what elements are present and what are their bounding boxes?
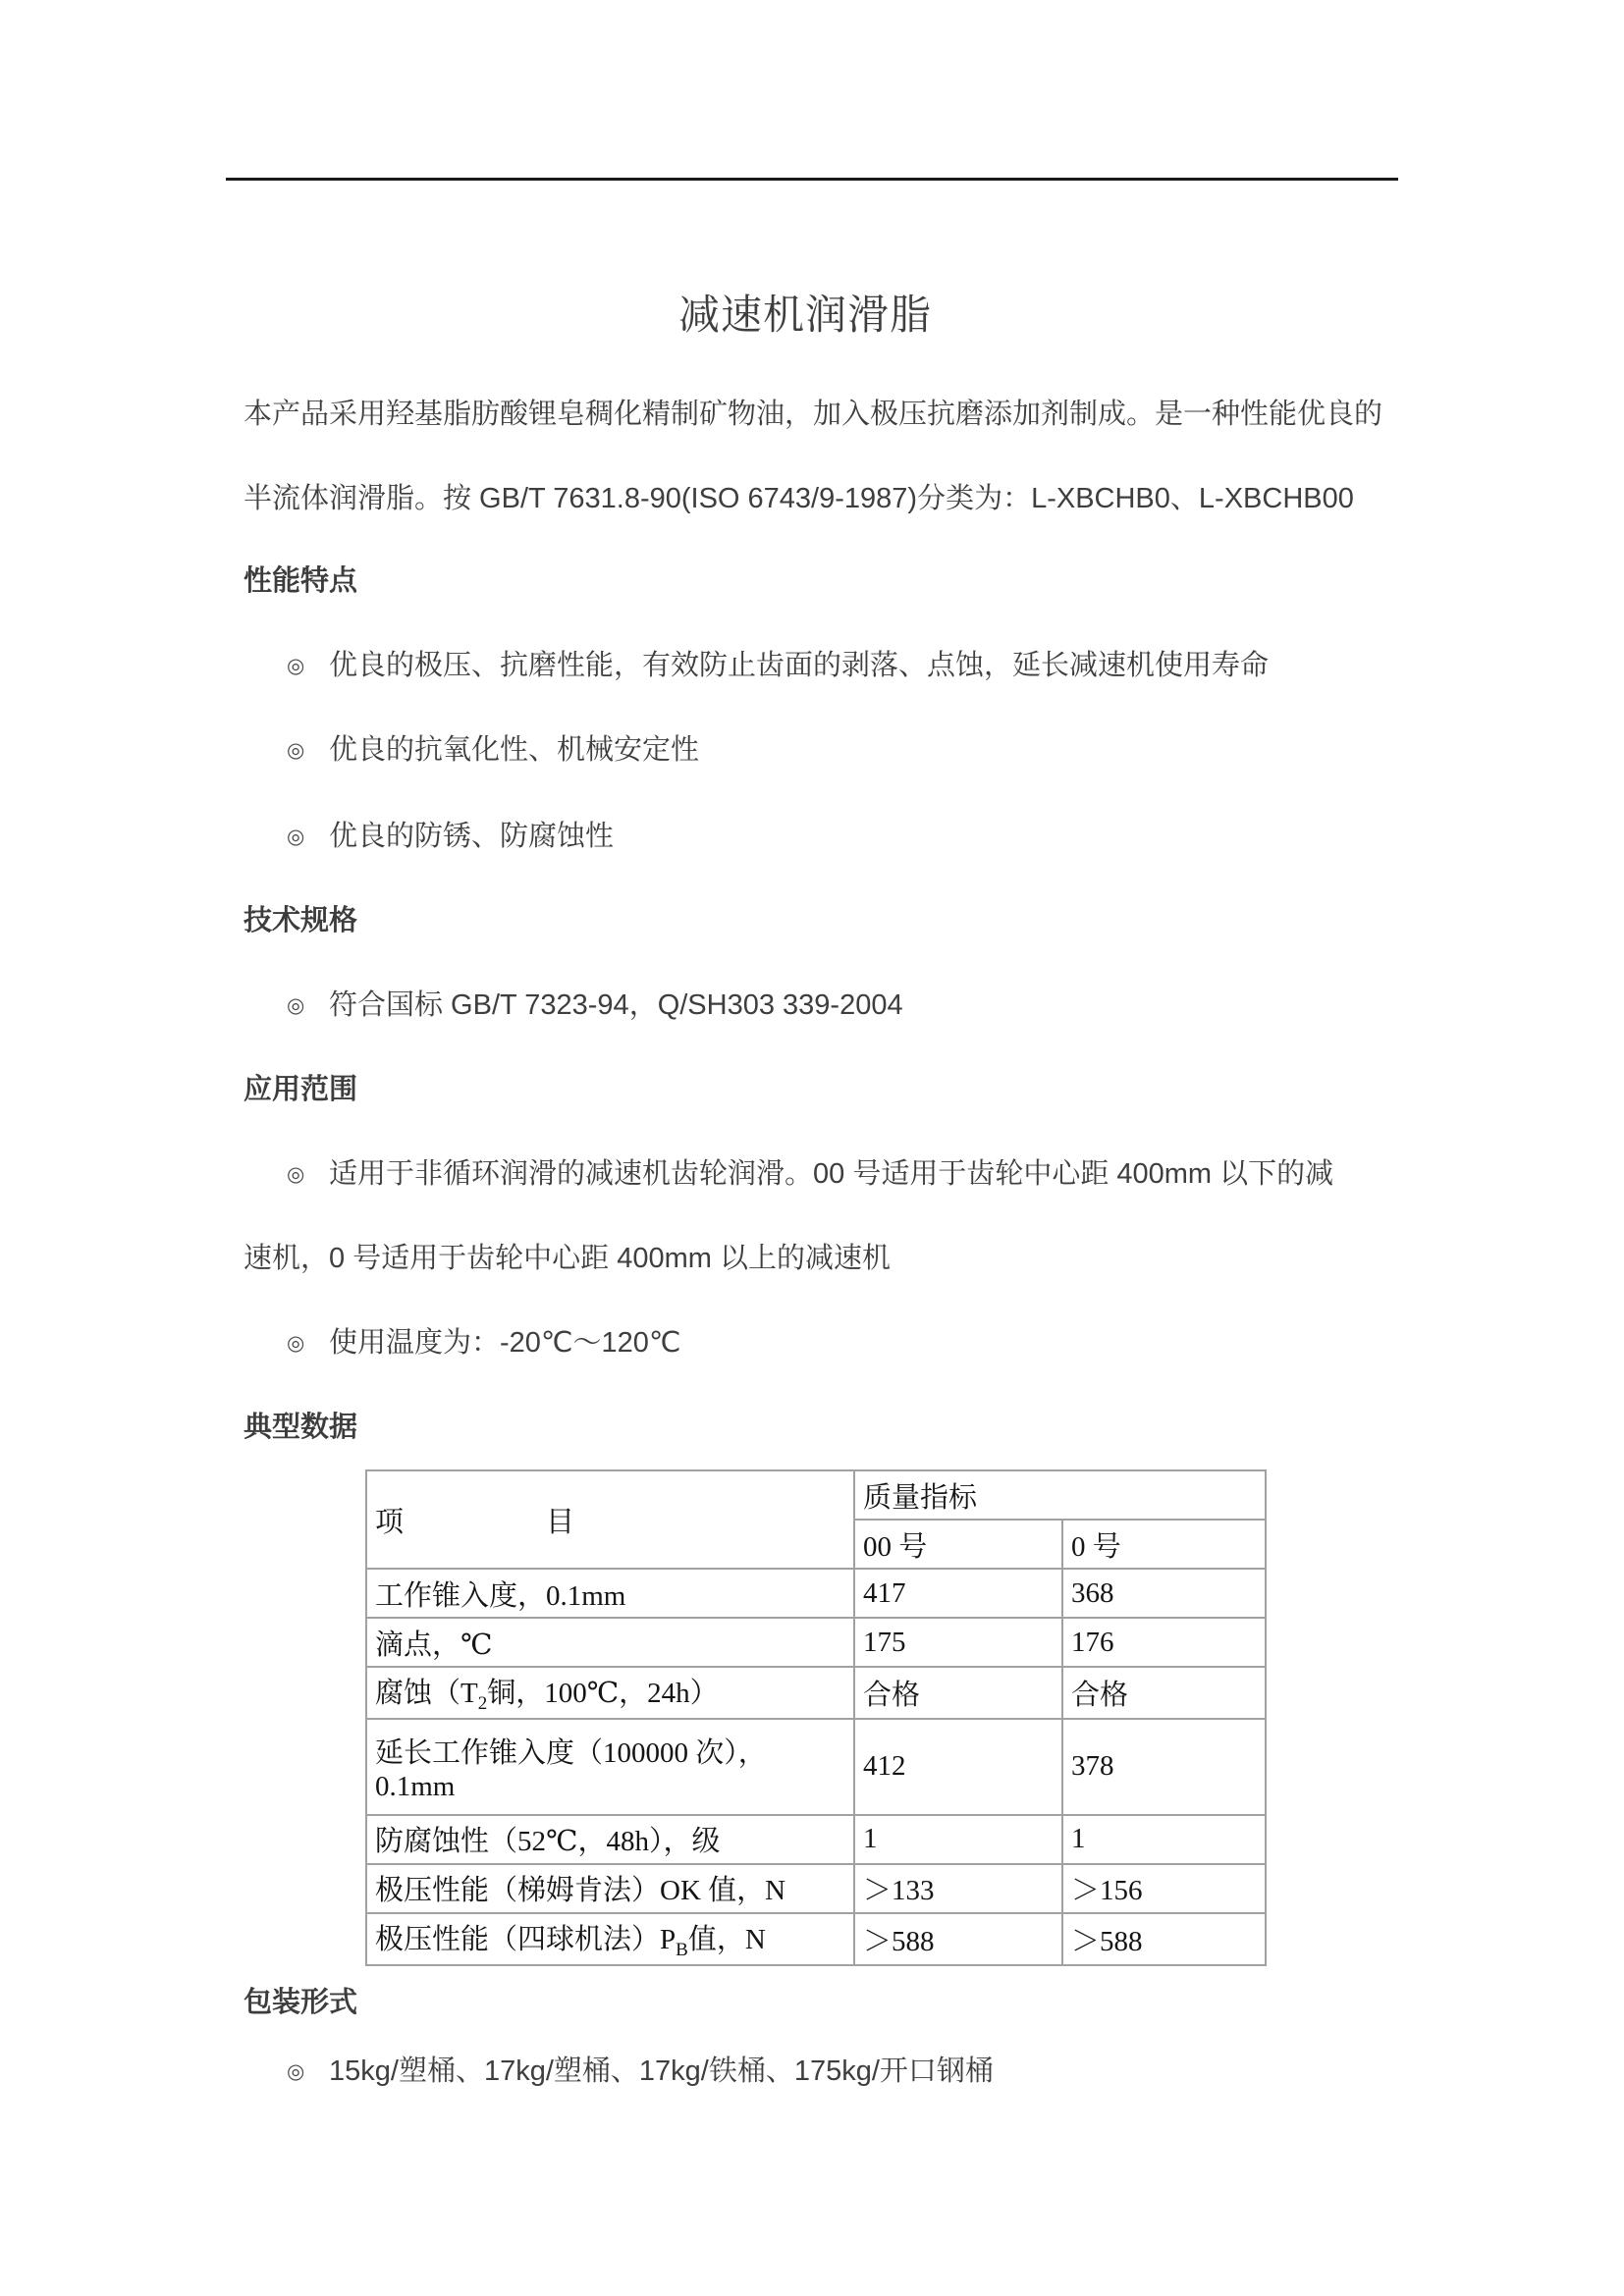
table-row <box>366 1667 1266 1719</box>
bullet-text: 优良的抗氧化性、机械安定性 <box>329 734 700 766</box>
table-cell-value: 368 <box>1062 1569 1266 1618</box>
table-cell-value: 175 <box>854 1618 1062 1667</box>
intro-line-2: 半流体润滑脂。按 GB/T 7631.8-90(ISO 6743/9-1987)分类为：L-XBCHB0、L-XBCHB00 <box>244 483 1354 514</box>
table-cell-value: 1 <box>1062 1815 1266 1864</box>
table-cell-value: 1 <box>854 1815 1062 1864</box>
subscript: 2 <box>477 1692 488 1714</box>
table-row <box>366 1569 1266 1618</box>
table-cell-item: 工作锥入度，0.1mm <box>366 1569 854 1618</box>
page-title: 减速机润滑脂 <box>677 292 932 338</box>
section-heading-specs: 技术规格 <box>244 905 358 936</box>
bullet-icon: ◎ <box>287 739 305 762</box>
bullet-text: 适用于非循环润滑的减速机齿轮润滑。00 号适用于齿轮中心距 400mm 以下的减 <box>329 1158 1334 1190</box>
section-heading-applications: 应用范围 <box>244 1074 358 1105</box>
table-cell-value: ＞156 <box>1062 1864 1266 1913</box>
specs-bullet-1 <box>244 988 1504 1023</box>
applications-bullet-1-line-2: 速机，0 号适用于齿轮中心距 400mm 以上的减速机 <box>244 1243 892 1274</box>
bullet-text: 符合国标 GB/T 7323-94，Q/SH303 339-2004 <box>329 989 903 1021</box>
table-cell-value: ＞588 <box>1062 1913 1266 1965</box>
subscript: B <box>676 1939 688 1960</box>
section-heading-features: 性能特点 <box>244 565 358 597</box>
table-cell-value: ＞588 <box>854 1913 1062 1965</box>
bullet-icon: ◎ <box>287 1332 305 1355</box>
table-cell-item: 极压性能（四球机法）$P_B$值，N <box>366 1913 854 1965</box>
table-cell-value: 合格 <box>854 1667 1062 1719</box>
bullet-icon: ◎ <box>287 826 305 848</box>
bullet-icon: ◎ <box>287 1163 305 1186</box>
table-cell-value: ＞133 <box>854 1864 1062 1913</box>
table-row <box>366 1913 1266 1965</box>
table-row <box>366 1618 1266 1667</box>
table-row <box>366 1719 1266 1815</box>
applications-bullet-1-line-1 <box>244 1156 1504 1192</box>
table-cell-item: 防腐蚀性（52℃，48h），级 <box>366 1815 854 1864</box>
intro-line-1: 本产品采用羟基脂肪酸锂皂稠化精制矿物油，加入极压抗磨添加剂制成。是一种性能优良的 <box>244 399 1383 430</box>
table-cell-value: 176 <box>1062 1618 1266 1667</box>
bullet-icon: ◎ <box>287 2060 305 2083</box>
typical-data-table <box>365 1469 1267 1966</box>
table-cell-item: 腐蚀（$T_2$铜，100℃，24h） <box>366 1667 854 1719</box>
bullet-text: 优良的防锈、防腐蚀性 <box>329 821 615 852</box>
table-cell-value: 378 <box>1062 1719 1266 1815</box>
table-cell-item: 极压性能（梯姆肯法）OK 值，N <box>366 1864 854 1913</box>
section-heading-packaging: 包装形式 <box>244 1987 358 2018</box>
table-cell-value: 412 <box>854 1719 1062 1815</box>
table-header-row-1 <box>366 1470 1266 1520</box>
bullet-text: 使用温度为：-20℃～120℃ <box>329 1327 681 1359</box>
table-cell-value: 合格 <box>1062 1667 1266 1719</box>
section-heading-typical-data: 典型数据 <box>244 1412 358 1443</box>
table-cell-item: 滴点，℃ <box>366 1618 854 1667</box>
bullet-text: 优良的极压、抗磨性能，有效防止齿面的剥落、点蚀，延长减速机使用寿命 <box>329 650 1270 681</box>
table-cell-col-0: 0 号 <box>1062 1520 1266 1569</box>
bullet-icon: ◎ <box>287 994 305 1017</box>
table-cell-group-header: 质量指标 <box>854 1470 1266 1520</box>
table-cell-item-header: 项 目 <box>366 1470 854 1569</box>
bullet-icon: ◎ <box>287 655 305 677</box>
table-cell-col-00: 00 号 <box>854 1520 1062 1569</box>
bullet-text: 15kg/塑桶、17kg/塑桶、17kg/铁桶、175kg/开口钢桶 <box>329 2056 994 2087</box>
table-cell-item: 延长工作锥入度（100000 次），0.1mm <box>366 1719 854 1815</box>
table-cell-value: 417 <box>854 1569 1062 1618</box>
header-divider <box>226 178 1398 181</box>
feature-bullet-3 <box>244 819 1504 854</box>
feature-bullet-2 <box>244 732 1504 768</box>
applications-bullet-2 <box>244 1325 1504 1361</box>
table-row <box>366 1815 1266 1864</box>
packaging-bullet-1 <box>244 2054 1504 2089</box>
table-row <box>366 1864 1266 1913</box>
feature-bullet-1 <box>244 648 1504 683</box>
